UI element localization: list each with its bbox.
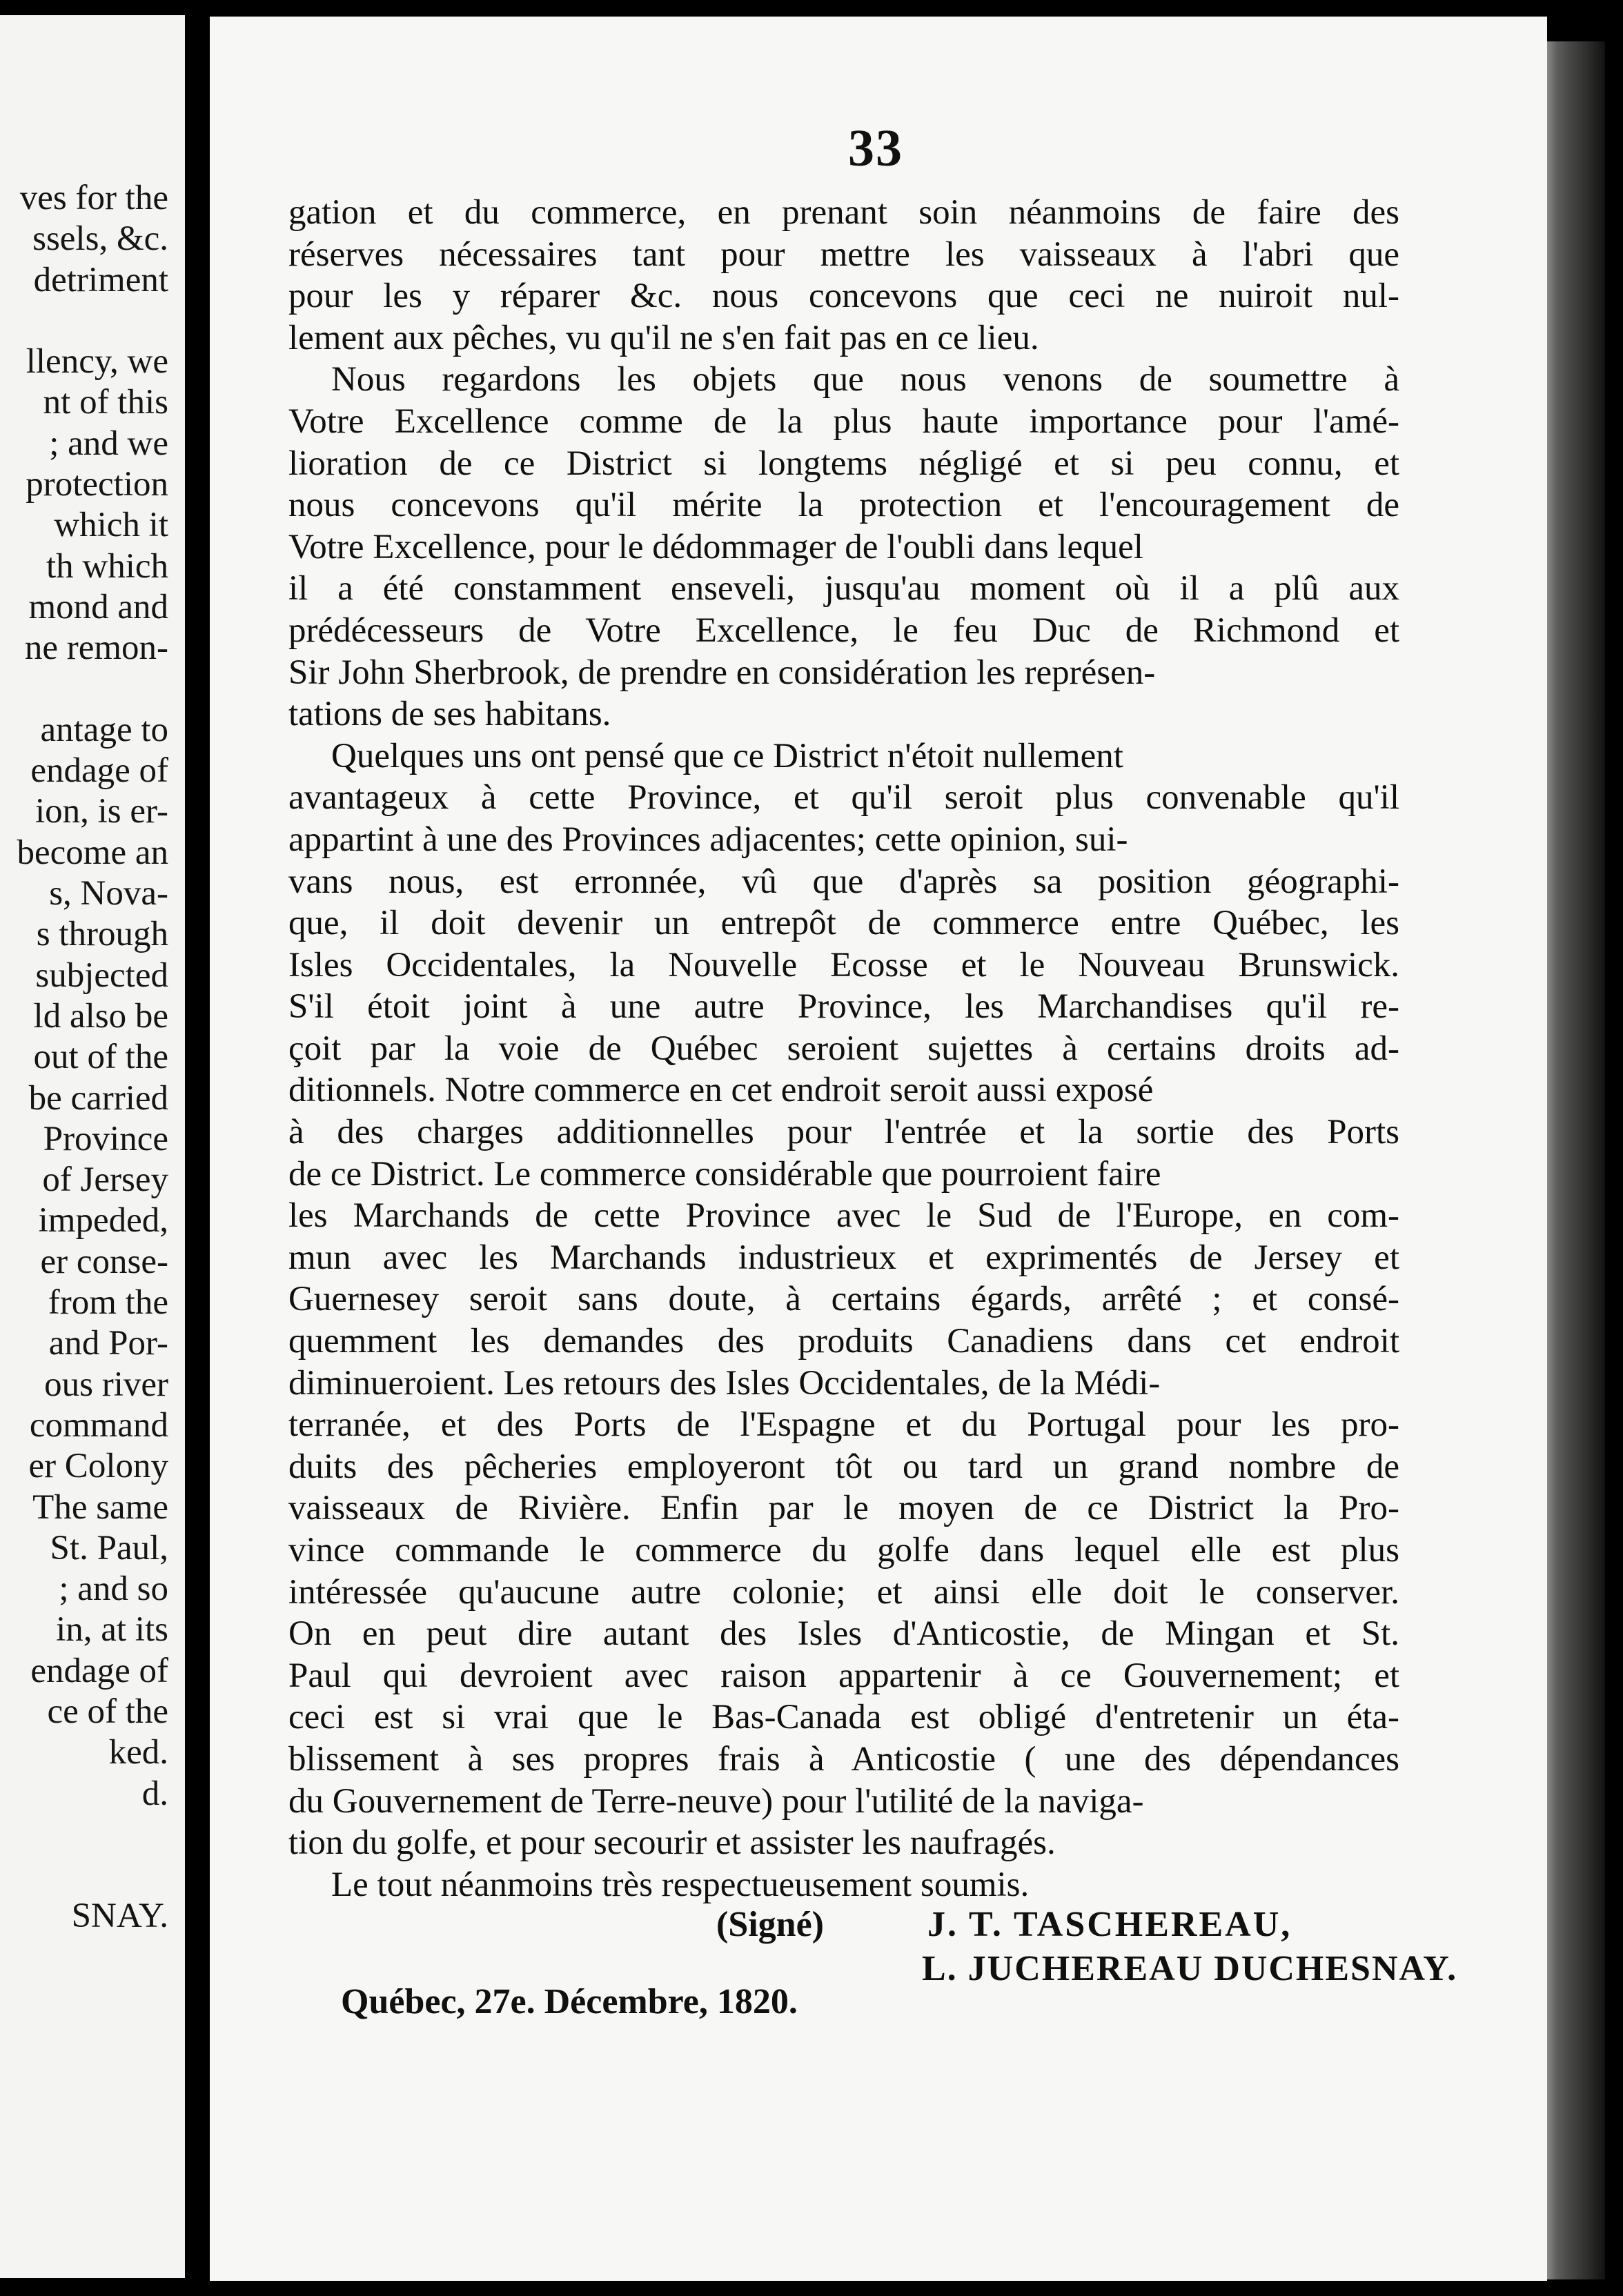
body-line: diminueroient. Les retours des Isles Occidentales, de la Médi- bbox=[288, 1363, 1161, 1403]
body-line: Paul qui devroient avec raison appartenir à ce Gouvernement; et bbox=[288, 1656, 1399, 1695]
body-line: les Marchands de cette Province avec le Sud de l'Europe, en com- bbox=[288, 1196, 1399, 1236]
left-page-line: be carried bbox=[28, 1078, 168, 1118]
left-page-text-column bbox=[0, 178, 168, 1937]
body-line: ceci est si vrai que le Bas-Canada est obligé d'entretenir un éta- bbox=[288, 1698, 1399, 1737]
left-page-line: Province bbox=[43, 1119, 168, 1158]
left-page-line bbox=[0, 1814, 168, 1855]
body-line: Quelques uns ont pensé que ce District n'étoit nullement bbox=[331, 736, 1123, 775]
left-page-line: The same bbox=[32, 1487, 168, 1527]
left-page-line: detriment bbox=[33, 260, 168, 299]
body-line: prédécesseurs de Votre Excellence, le feu Duc de Richmond et bbox=[288, 611, 1399, 650]
body-line: intéressée qu'aucune autre colonie; et ainsi elle doit le conserver. bbox=[288, 1572, 1399, 1612]
body-line: Votre Excellence comme de la plus haute importance pour l'amé- bbox=[288, 402, 1399, 441]
page-edge-shadow bbox=[1547, 41, 1605, 2279]
body-line: de ce District. Le commerce considérable que pourroient faire bbox=[288, 1154, 1161, 1194]
body-line: avantageux à cette Province, et qu'il seroit plus convenable qu'il bbox=[288, 778, 1399, 818]
left-page-line: impeded, bbox=[38, 1201, 168, 1240]
body-line: lioration de ce District si longtems négligé et si peu connu, et bbox=[288, 444, 1399, 483]
left-page-line bbox=[0, 301, 168, 342]
body-line: terranée, et des Ports de l'Espagne et du Portugal pour les pro- bbox=[288, 1405, 1399, 1445]
left-page-line: er conse- bbox=[40, 1242, 168, 1281]
left-page-line: and Por- bbox=[48, 1324, 168, 1363]
body-line: Sir John Sherbrook, de prendre en considération les représen- bbox=[288, 653, 1156, 692]
body-line: duits des pêcheries employeront tôt ou tard un grand nombre de bbox=[288, 1447, 1399, 1486]
body-line: tations de ses habitans. bbox=[288, 695, 611, 734]
body-text bbox=[288, 192, 1547, 1906]
left-page-line: antage to bbox=[40, 710, 168, 749]
body-line: que, il doit devenir un entrepôt de commerce entre Québec, les bbox=[288, 904, 1399, 943]
main-page bbox=[210, 17, 1547, 2281]
left-page-line: protection bbox=[26, 465, 168, 504]
left-page-line: which it bbox=[54, 506, 168, 545]
left-page-line: in, at its bbox=[56, 1610, 168, 1650]
body-line: à des charges additionnelles pour l'entrée et la sortie des Ports bbox=[288, 1113, 1399, 1152]
left-page-line: ; and we bbox=[49, 424, 168, 463]
left-page-line: er Colony bbox=[28, 1447, 168, 1486]
body-line: il a été constamment enseveli, jusqu'au moment où il a plû aux bbox=[288, 569, 1399, 608]
body-line: vans nous, est erronnée, vû que d'après sa position géographi- bbox=[288, 862, 1399, 901]
left-page-line: mond and bbox=[28, 587, 168, 626]
body-line: vince commande le commerce du golfe dans lequel elle est plus bbox=[288, 1531, 1399, 1570]
left-page-line: endage of bbox=[30, 751, 168, 791]
left-page-line: s through bbox=[36, 915, 168, 954]
body-line: Guernesey seroit sans doute, à certains égards, arrêté ; et consé- bbox=[288, 1280, 1399, 1319]
left-page-line: d. bbox=[141, 1774, 168, 1813]
left-page-line: th which bbox=[46, 546, 168, 586]
body-line: Le tout néanmoins très respectueusement soumis. bbox=[331, 1865, 1030, 1904]
body-line: quemment les demandes des produits Canadiens dans cet endroit bbox=[288, 1322, 1399, 1361]
body-line: tion du golfe, et pour secourir et assister les naufragés. bbox=[288, 1823, 1056, 1863]
left-page-line: nt of this bbox=[43, 383, 168, 422]
date-line: Québec, 27e. Décembre, 1820. bbox=[341, 1982, 798, 2021]
body-line: pour les y réparer &c. nous concevons que ceci ne nuiroit nul- bbox=[288, 277, 1399, 316]
signatory-duchesnay: L. JUCHEREAU DUCHESNAY. bbox=[922, 1949, 1458, 1988]
body-line: du Gouvernement de Terre-neuve) pour l'utilité de la naviga- bbox=[288, 1781, 1144, 1821]
left-page-line: out of the bbox=[33, 1038, 168, 1077]
body-line: Nous regardons les objets que nous venons de soumettre à bbox=[331, 360, 1399, 399]
page-number: 33 bbox=[848, 119, 903, 177]
left-page-line: from the bbox=[48, 1283, 168, 1323]
body-line: Votre Excellence, pour le dédommager de l'oubli dans lequel bbox=[288, 527, 1143, 566]
signed-label: (Signé) bbox=[716, 1905, 824, 1944]
left-page-line: ous river bbox=[44, 1365, 168, 1404]
left-page-line: become an bbox=[17, 833, 168, 872]
left-page-line: subjected bbox=[35, 956, 168, 995]
signatory-taschereau: J. T. TASCHEREAU, bbox=[927, 1905, 1292, 1944]
left-page-line: ion, is er- bbox=[35, 792, 168, 831]
left-page-line: SNAY. bbox=[71, 1897, 168, 1936]
body-line: çoit par la voie de Québec seroient sujettes à certains droits ad- bbox=[288, 1029, 1399, 1068]
body-line: lement aux pêches, vu qu'il ne s'en fait pas en ce lieu. bbox=[288, 318, 1039, 357]
body-line: S'il étoit joint à une autre Province, les Marchandises qu'il re- bbox=[288, 987, 1399, 1027]
left-page-line: ld also be bbox=[33, 996, 168, 1036]
body-line: Isles Occidentales, la Nouvelle Ecosse et le Nouveau Brunswick. bbox=[288, 945, 1399, 984]
left-page-line: ssels, &c. bbox=[32, 219, 168, 259]
left-page-line: ves for the bbox=[19, 179, 168, 217]
left-page-line: ; and so bbox=[59, 1570, 168, 1609]
body-line: blissement à ses propres frais à Anticostie ( une des dépendances bbox=[288, 1739, 1399, 1779]
left-page-line bbox=[0, 669, 168, 710]
body-line: ditionnels. Notre commerce en cet endroit seroit aussi exposé bbox=[288, 1071, 1154, 1110]
body-line: On en peut dire autant des Isles d'Anticostie, de Mingan et St. bbox=[288, 1614, 1399, 1654]
left-page-line: ne remon- bbox=[24, 629, 168, 668]
left-page-line: s, Nova- bbox=[49, 874, 168, 913]
body-line: appartint à une des Provinces adjacentes; cette opinion, sui- bbox=[288, 820, 1128, 859]
left-page-line: command bbox=[29, 1405, 168, 1445]
left-page-line: llency, we bbox=[26, 342, 168, 382]
body-line: vaisseaux de Rivière. Enfin par le moyen de ce District la Pro- bbox=[288, 1489, 1399, 1528]
left-page-line: St. Paul, bbox=[50, 1528, 168, 1567]
left-facing-page bbox=[0, 15, 185, 2278]
body-line: réserves nécessaires tant pour mettre les vaisseaux à l'abri que bbox=[288, 235, 1399, 274]
body-line: mun avec les Marchands industrieux et exprimentés de Jersey et bbox=[288, 1238, 1399, 1277]
left-page-line: ce of the bbox=[47, 1692, 168, 1731]
left-page-line: ked. bbox=[108, 1733, 168, 1772]
book-gutter bbox=[185, 0, 210, 2296]
left-page-line bbox=[0, 1855, 168, 1896]
body-line: gation et du commerce, en prenant soin néanmoins de faire des bbox=[288, 193, 1399, 232]
left-page-line: of Jersey bbox=[42, 1160, 168, 1200]
body-line: nous concevons qu'il mérite la protection et l'encouragement de bbox=[288, 486, 1399, 525]
left-page-line: endage of bbox=[30, 1651, 168, 1690]
